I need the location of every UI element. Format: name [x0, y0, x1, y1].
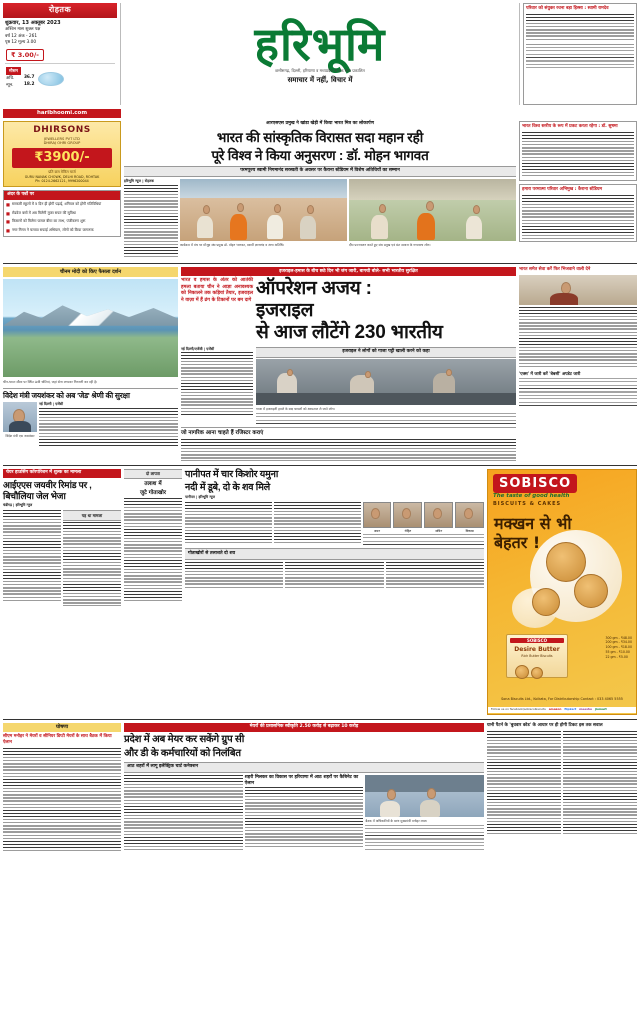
- sobisco-logo: SOBISCO: [493, 474, 577, 494]
- right-box2-body: [522, 132, 634, 178]
- mayor-headline-2: और डी के कर्मचारियों को निलंबित: [124, 747, 241, 759]
- story-panipat: [185, 469, 484, 715]
- logo-tagline: समाचार में नहीं, विचार में: [287, 75, 353, 84]
- ad-offer-price: ₹3900/-: [12, 148, 112, 168]
- foreign-min-photo: [3, 402, 37, 432]
- mayor-right: [487, 723, 637, 853]
- mayor-left: [3, 723, 121, 853]
- ad-offer-note: प्रति ग्राम मेकिंग चार्ज: [48, 169, 76, 174]
- panipat-thumbs-caption: गोताखोरों से तलाशते दो शव: [185, 548, 484, 559]
- ad-address: GURU NANAK CHOWK, DELHI ROAD, ROHTAK: [24, 174, 100, 179]
- foreign-min-byline: नई दिल्ली | एजेंसी: [39, 402, 64, 407]
- israel-photo: [256, 359, 516, 405]
- israel-right-rail: [519, 267, 637, 461]
- dateline: [3, 18, 117, 48]
- ad-brand-sub1: JEWELLERS PVT LTD: [44, 136, 80, 141]
- band-israel: [3, 263, 637, 461]
- weather-cloud-icon: [38, 72, 64, 86]
- lead-photo-2-caption: दीप प्रज्ज्वलन करते हुए संघ प्रमुख एवं संत समाज के गणमान्य लोग।: [349, 243, 431, 248]
- weather-min-label: न्यून.: [6, 83, 14, 89]
- panipat-headline-1: पानीपत में चार किशोर यमुना: [185, 468, 279, 480]
- mountain-column: [3, 267, 178, 461]
- victim-name-2: सचिन: [435, 529, 443, 534]
- marketplace-1[interactable]: flipkart: [564, 706, 577, 711]
- inside-item-0: सरकारी स्कूलों में 5 दिन ही होगी पढ़ाई, शनिवार को होंगी गतिविधियां: [11, 202, 102, 207]
- inside-pages-box: [3, 190, 121, 237]
- list-item[interactable]: [6, 219, 118, 225]
- sobisco-tagline: The taste of good health: [493, 493, 570, 500]
- victim-name-0: अमन: [373, 529, 381, 534]
- israel-topbar: इजराइल-हमास के बीच छठे दिन भी जंग जारी, बागची बोले- सभी भारतीय सुरक्षित: [181, 267, 516, 276]
- israel-story: [181, 267, 516, 461]
- pages-price: पृष्ठ 12 मूल्य 3.00: [5, 40, 37, 46]
- sobisco-subtitle: BISCUITS & CAKES: [493, 500, 562, 507]
- weather-widget: [3, 65, 117, 92]
- missing-head-2: तलाश में: [144, 481, 162, 488]
- packshot-logo: SOBISCO: [510, 638, 564, 643]
- website-url[interactable]: haribhoomi.com: [3, 109, 121, 118]
- story-missing: [124, 469, 182, 715]
- bullet-icon: ■: [6, 228, 10, 234]
- mayor-left-body: [3, 748, 121, 852]
- israel-headline-1: ऑपरेशन अजय :: [256, 278, 372, 300]
- mayor-right-body1: [487, 731, 561, 835]
- band-lead: [3, 121, 637, 259]
- israel-photo-bar: इजराइल ने लोगों को गाजा पट्टी खाली करने को कहा: [256, 347, 516, 358]
- list-item[interactable]: [6, 211, 118, 217]
- missing-body: [124, 498, 182, 602]
- mayor-photo: [365, 775, 484, 817]
- bottom-note: यानी पैटर्न के 'बुधवार कोड' के आधार पर ही होगी टिकट इस तक सवाल: [487, 722, 603, 728]
- lead-body-col1: [124, 185, 178, 259]
- victim-photo-0: [363, 502, 392, 528]
- mountain-kicker: चीनम मोदी को किए फैसला दर्शन: [3, 267, 178, 277]
- marketplace-0[interactable]: amazon: [548, 706, 562, 711]
- israel-right-body2: [519, 378, 637, 408]
- missing-head-3: जुटे गोताखोर: [139, 489, 167, 496]
- ad-sobisco[interactable]: [487, 469, 637, 715]
- lead-photo-1: [180, 179, 347, 241]
- weight-0: 300 gm - ₹48.00: [605, 635, 632, 640]
- weather-max-label: अधि.: [6, 76, 15, 82]
- victim-photo-2: [424, 502, 453, 528]
- story-mayor: [124, 723, 484, 853]
- inside-item-3: नगर निगम ने चलाया सफाई अभियान, लोगों को किया जागरूक: [11, 228, 94, 233]
- victim-name-1: रोहित: [404, 529, 412, 534]
- logo-subtitle: छत्तीसगढ़, दिल्ली, हरियाणा व मध्यप्रदेश से एक साथ प्रकाशित: [275, 68, 365, 74]
- ad-brand-sub2: DHIRAJ OHRI GROUP: [43, 141, 81, 146]
- date-primary: शुक्रवार, 13 अक्तूबर 2023: [5, 19, 61, 26]
- ad-brand-name: DHIRSONS: [33, 125, 91, 136]
- victim-name-3: विकास: [465, 529, 474, 534]
- panipat-headline-2: नदी में डूबे, दो के शव मिले: [185, 482, 270, 494]
- panipat-body-col2: [274, 502, 361, 544]
- mayor-photo-caption: बैठक में अधिकारियों के साथ मुख्यमंत्री मनोहर लाल।: [365, 819, 428, 823]
- biscuit-graphic-2: [574, 574, 608, 608]
- israel-right-body: [519, 307, 637, 369]
- right-rail: [519, 121, 637, 259]
- israel-headline-3: से आज लौटेंगे 230 भारतीय: [256, 321, 443, 343]
- weight-3: 55 gm - ₹10.00: [605, 650, 630, 655]
- cover-price: ₹ 3.00/-: [6, 49, 44, 62]
- sobisco-head-1: मक्खन से भी: [494, 514, 572, 534]
- israel-right-kicker: 'एक्स' में जारी करें 'बेबसी' अपडेट जारी: [519, 370, 581, 376]
- inside-item-2: किसानों को मिलेगा फसल बीमा का लाभ, पंजीकरण शुरू: [11, 219, 86, 224]
- marketplace-3[interactable]: jiomart: [594, 706, 607, 711]
- ias-byline: चंडीगढ़ | हरिभूमि न्यूज: [3, 503, 33, 508]
- ad-dhirsons[interactable]: [3, 121, 121, 186]
- weather-label: मौसम: [6, 67, 21, 75]
- lead-story: [124, 121, 516, 259]
- mayor-topbar-left: घोषणा: [3, 723, 121, 733]
- missing-head-1: दो लापता: [124, 469, 182, 479]
- date-secondary: अश्विन मास शुक्ल पक्ष: [5, 27, 41, 33]
- israel-body-col2: [256, 413, 516, 425]
- volume-issue: वर्ष 12 अंक - 261: [5, 33, 38, 39]
- foreign-min-headline: विदेश मंत्री जयशंकर को अब 'जेड' श्रेणी की सुरक्षा: [3, 391, 130, 401]
- israel-byline: नई दिल्ली/एजेंसी | एजेंसी: [181, 346, 215, 351]
- weather-min-value: 18.2: [23, 82, 35, 88]
- packshot-biscuit-icon: [515, 665, 529, 679]
- foreign-min-caption: विदेश मंत्री एस जयशंकर: [5, 434, 35, 439]
- masthead-right: [519, 3, 637, 105]
- packshot-sub: Rich Butter Biscuits: [521, 654, 553, 659]
- victim-photo-3: [455, 502, 484, 528]
- israel-right-photo: [519, 275, 637, 305]
- list-item[interactable]: [6, 202, 118, 208]
- lead-sub-kicker: आरएसएस प्रमुख ने खांडा खेड़ी में किया भारत मित्र का लोकार्पण: [266, 121, 374, 127]
- mayor-body-col3: [365, 825, 484, 851]
- band-lower: [3, 465, 637, 715]
- lead-photo-2: [349, 179, 516, 241]
- mayor-body-col1: [124, 775, 243, 851]
- weather-max-value: 36.7: [23, 74, 35, 80]
- panipat-body-col3: [363, 534, 484, 546]
- masthead: [3, 3, 637, 107]
- panipat-body-col4: [185, 562, 283, 588]
- lead-headline-2: पूरे विश्व ने किया अनुसरण : डॉ. मोहन भागवत: [211, 147, 429, 163]
- biscuit-graphic-3: [532, 588, 560, 616]
- foreign-min-body: [39, 408, 178, 448]
- masthead-center: [121, 3, 519, 105]
- packshot-biscuit-icon-2: [531, 667, 543, 679]
- masthead-left: [3, 3, 121, 105]
- mayor-body-col2: [245, 787, 364, 849]
- lead-headline-1: भारत की सांस्कृतिक विरासत सदा महान रही: [216, 129, 424, 145]
- israel-substory-body: [181, 439, 516, 461]
- right-box2: [519, 121, 637, 181]
- sobisco-social[interactable]: Follow us on facebook/sobiscobiscuits: [491, 706, 546, 711]
- biscuit-graphic-1: [546, 542, 586, 582]
- lead-deck: परमपूज्य स्वामी निगमानंद सरस्वती के अवसर पर कैराना स्टेडियम में विशेष अतिथियों का सम्मान: [124, 166, 516, 177]
- right-box3: [519, 184, 637, 242]
- right-box3-body: [522, 195, 634, 239]
- weight-2: 100 gm - ₹18.00: [605, 645, 632, 650]
- bullet-icon: ■: [6, 202, 10, 208]
- right-box1-body: [526, 14, 634, 42]
- sobisco-packshot: [506, 634, 568, 678]
- weight-4: 22 gm - ₹5.00: [605, 654, 628, 659]
- inside-item-1: रोडवेज बसों में अब मिलेगी मुफ्त सफर की सुविधा: [11, 210, 76, 215]
- victim-photo-1: [393, 502, 422, 528]
- list-item[interactable]: [6, 228, 118, 234]
- ias-headline: आईएएस जयवीर रिमांड पर , बिचौलिया जेल भेजा: [3, 479, 92, 501]
- panipat-body-col1: [185, 502, 272, 544]
- israel-headline-2: इजराइल: [256, 300, 314, 322]
- mountain-photo: [3, 279, 178, 377]
- marketplace-2[interactable]: meesho: [579, 706, 592, 711]
- inside-pages-title: अंदर के पन्नों पर: [4, 191, 120, 200]
- bullet-icon: ■: [6, 219, 10, 225]
- price-box: [3, 48, 117, 63]
- mayor-subhead-2: शहरी मिलकर का विकास पर हरियाणा में आठ शहरों पर कैबिनेट का ऐलान: [244, 775, 359, 786]
- right-box1-head: परिवार को संयुक्त रचना बड़ा हिस्सा : स्वामी रामदेव: [526, 6, 609, 11]
- ias-body-col1: [3, 510, 61, 602]
- packshot-name: Desire Butter: [514, 646, 560, 654]
- sobisco-footer: Sona Biscuits Ltd., Kolkata, For Distributorship Contact : 033 4065 5555: [501, 696, 623, 701]
- band-mayor: [3, 719, 637, 853]
- ias-topbar: चेयर हाउसिंग कॉरपोरेशन में शुल्क का मामला: [3, 469, 121, 478]
- right-box1-body2: [526, 47, 634, 69]
- right-box2-head: भारत विश्व स्तरीय के रूप में प्रकट करता रहेगा : डॉ. सुषमा: [522, 124, 618, 130]
- panipat-byline: पानीपत | हरिभूमि न्यूज: [185, 495, 215, 500]
- bullet-icon: ■: [6, 210, 10, 216]
- panipat-thumbs: [363, 502, 484, 528]
- ias-subhead: यह था मामला: [63, 510, 121, 520]
- ad-phone: Ph: 0124-2662121, 9996200044: [35, 179, 89, 184]
- lead-photo-1-caption: कार्यक्रम में मंच पर मौजूद संघ प्रमुख डॉ. मोहन भागवत, स्वामी ज्ञानानंद व अन्य अतिथि।: [180, 243, 285, 248]
- newspaper-logo: हरिभूमि: [254, 18, 386, 70]
- right-box3-head: हमारा परमात्मा परिवार अभिमुख : कैराना स्टेडियम: [522, 187, 603, 193]
- sobisco-head-2: बेहतर !: [494, 532, 541, 552]
- israel-sidehead: भारत व हमास के अंतर को आतंकी हमला बताया चीन ने आज्ञा अनावश्यक को निकालने तक कड़ियां तैयार, इजराइल ने ग़ाज़ा में हैं ढंग के टिकानों पर बम दागे: [181, 278, 253, 303]
- mayor-subhead-1: आठ शहरों में लागू इलेक्ट्रिक चार्ट कनेक्शन: [124, 762, 484, 773]
- panipat-body-col5: [285, 562, 383, 588]
- lead-byline: हरिभूमि न्यूज | रोहतक: [124, 179, 154, 184]
- story-ias: [3, 469, 121, 715]
- ias-body-col2: [63, 522, 121, 606]
- mayor-right-body2: [563, 731, 637, 835]
- weight-1: 200 gm - ₹34.00: [605, 640, 632, 645]
- mountain-caption: चीन-भारत सीमा पर स्थित ऊंची चोटियां, जहां सेना लगातार निगरानी कर रही है।: [3, 379, 98, 384]
- israel-substory-head: जो नागरिक आना चाहते हैं रजिस्टर कराएं: [181, 430, 264, 437]
- sobisco-weights: [605, 636, 632, 660]
- mayor-topbar: मेयरों की प्रशासनिक स्वीकृति 2.50 करोड़ से बढ़ाकर 10 करोड़: [124, 723, 484, 732]
- city-badge: रोहतक: [3, 3, 117, 18]
- israel-right-head: भारत समेत सेवा करें फिर भिजवाने वाली देने: [519, 267, 591, 273]
- israel-photo-caption: गाजा में इजराइली हमले के बाद घायलों को अस्पताल ले जाते लोग।: [256, 406, 335, 411]
- israel-body-col1: [181, 352, 253, 416]
- left-rail: [3, 121, 121, 259]
- mayor-side-head: सीएम मनोहर ने मेयरों व सीनियर डिप्टी मेयरों के साथ बैठक में किया ऐलान: [3, 734, 112, 746]
- mayor-headline-1: प्रदेश में अब मेयर कर सकेंगे ग्रुप सी: [124, 733, 245, 745]
- panipat-body-col6: [386, 562, 484, 588]
